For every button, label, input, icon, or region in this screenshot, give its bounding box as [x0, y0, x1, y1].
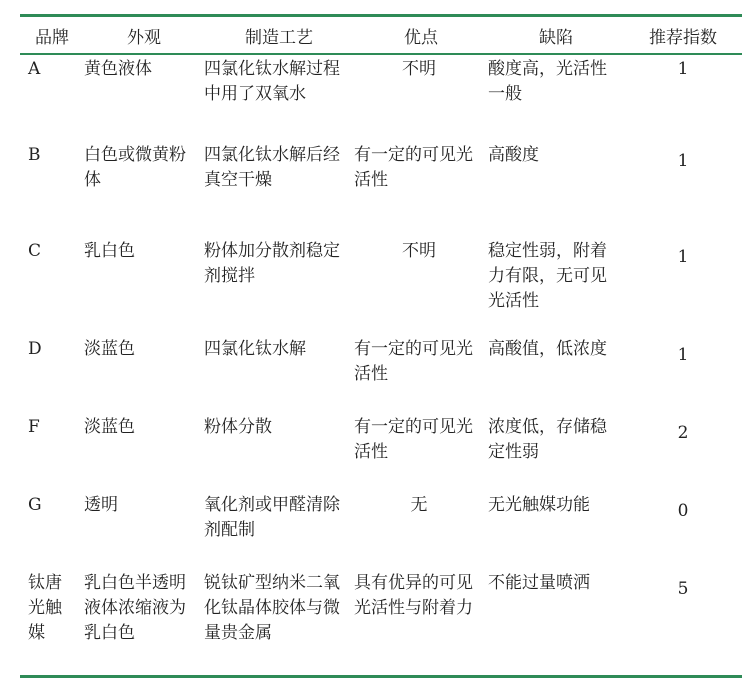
table-row — [20, 335, 742, 413]
cell-advantage: 无 — [410, 495, 428, 515]
cell-defect: 高酸值，低浓度 — [488, 339, 607, 359]
table-row — [20, 491, 742, 569]
table-row — [20, 413, 742, 491]
cell-defect: 酸度高，光活性一般 — [488, 59, 607, 104]
cell-brand: G — [28, 495, 42, 515]
header-appearance: 外观 — [127, 27, 161, 48]
cell-brand: A — [28, 59, 41, 79]
comparison-table — [20, 17, 742, 53]
cell-defect: 浓度低，存储稳定性弱 — [488, 417, 607, 462]
comparison-table-body — [20, 55, 742, 675]
cell-index: 1 — [677, 247, 689, 267]
cell-index: 0 — [677, 501, 689, 521]
cell-advantage: 有一定的可见光活性 — [354, 417, 473, 462]
header-row — [20, 17, 742, 53]
cell-advantage: 有一定的可见光活性 — [354, 339, 473, 384]
header-defect: 缺陷 — [539, 27, 573, 48]
cell-index: 2 — [677, 423, 689, 443]
bottom-rule — [20, 675, 742, 678]
cell-appearance: 透明 — [84, 495, 118, 515]
cell-advantage: 不明 — [402, 241, 436, 261]
cell-brand: 钛唐光触媒 — [28, 573, 62, 643]
cell-appearance: 淡蓝色 — [84, 417, 135, 437]
table-row — [20, 569, 742, 675]
cell-brand: D — [28, 339, 42, 359]
cell-appearance: 淡蓝色 — [84, 339, 135, 359]
cell-appearance: 黄色液体 — [84, 59, 152, 79]
cell-brand: F — [28, 417, 40, 437]
header-process: 制造工艺 — [245, 27, 313, 48]
cell-process: 粉体加分散剂稳定剂搅拌 — [204, 241, 340, 286]
cell-defect: 稳定性弱，附着力有限，无可见光活性 — [488, 241, 607, 311]
cell-advantage: 具有优异的可见光活性与附着力 — [354, 573, 473, 618]
table-row — [20, 55, 742, 141]
cell-process: 四氯化钛水解 — [204, 339, 306, 359]
table-row — [20, 141, 742, 237]
cell-index: 1 — [677, 151, 689, 171]
cell-process: 锐钛矿型纳米二氧化钛晶体胶体与微量贵金属 — [204, 573, 340, 643]
cell-brand: C — [28, 241, 42, 261]
cell-appearance: 乳白色半透明液体浓缩液为乳白色 — [84, 573, 186, 643]
cell-index: 1 — [677, 59, 689, 79]
header-brand: 品牌 — [35, 27, 69, 48]
cell-appearance: 白色或微黄粉体 — [84, 145, 186, 190]
cell-index: 5 — [677, 579, 689, 599]
cell-process: 四氯化钛水解过程中用了双氧水 — [204, 59, 340, 104]
cell-brand: B — [28, 145, 41, 165]
comparison-table-wrapper — [20, 14, 742, 678]
cell-appearance: 乳白色 — [84, 241, 135, 261]
cell-process: 粉体分散 — [204, 417, 272, 437]
cell-index: 1 — [677, 345, 689, 365]
cell-defect: 无光触媒功能 — [488, 495, 590, 515]
cell-defect: 高酸度 — [488, 145, 539, 165]
cell-advantage: 有一定的可见光活性 — [354, 145, 473, 190]
cell-process: 氧化剂或甲醛清除剂配制 — [204, 495, 340, 540]
header-advantage: 优点 — [404, 27, 438, 48]
header-index: 推荐指数 — [649, 27, 717, 48]
cell-advantage: 不明 — [402, 59, 436, 79]
cell-process: 四氯化钛水解后经真空干燥 — [204, 145, 340, 190]
table-row — [20, 237, 742, 335]
cell-defect: 不能过量喷洒 — [488, 573, 590, 593]
